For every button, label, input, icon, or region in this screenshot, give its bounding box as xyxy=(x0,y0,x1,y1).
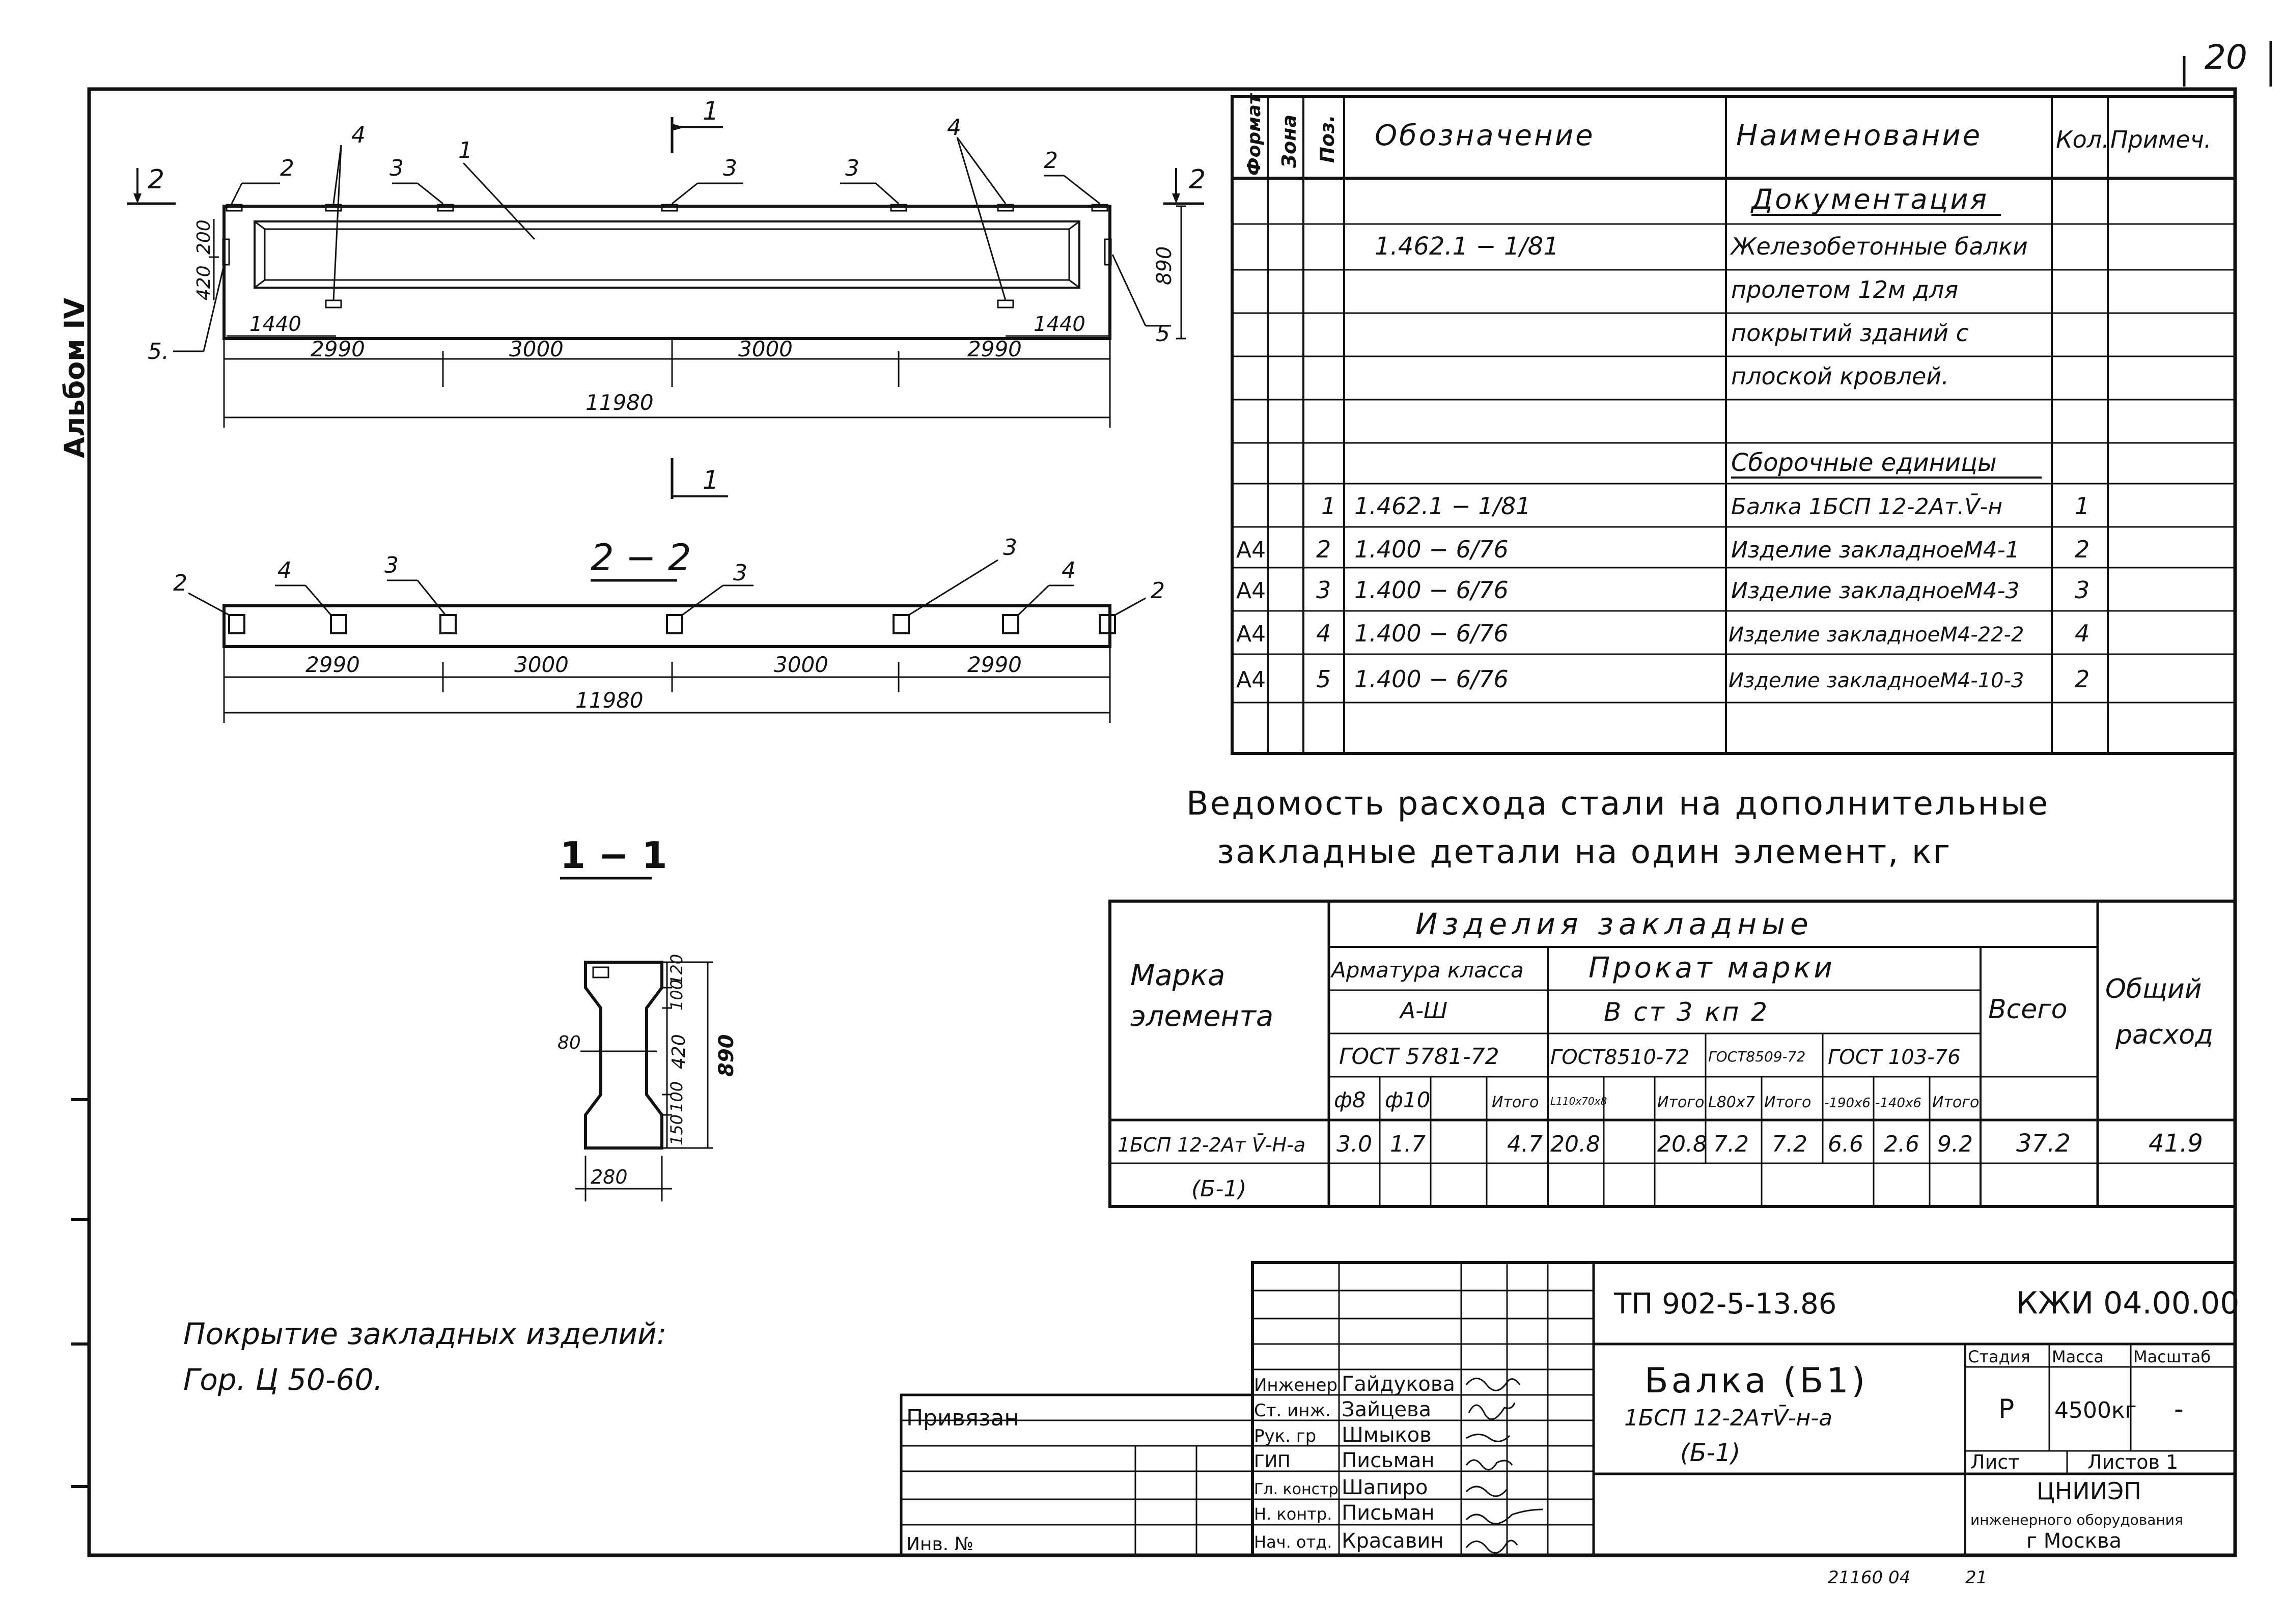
section-mark-top: 1 xyxy=(703,96,719,126)
tb-stage-header: Стадия xyxy=(1968,1347,2030,1366)
steel-h-raskhod: расход xyxy=(2115,1020,2214,1050)
tb-doc-code: ТП 902-5-13.86 xyxy=(1614,1287,1837,1321)
tb-stage: Р xyxy=(1998,1394,2015,1424)
tb-role: Рук. гр xyxy=(1254,1426,1317,1446)
s11-dim-100a: 100 xyxy=(667,979,686,1011)
tb-mass-header: Масса xyxy=(2052,1347,2104,1366)
steel-value: 4.7 xyxy=(1507,1131,1543,1157)
tb-sheet: Лист xyxy=(1970,1451,2020,1473)
spec-section-docs: Документация xyxy=(1751,183,1989,215)
steel-h-vst3: В ст 3 кп 2 xyxy=(1604,997,1770,1027)
section-mark-left: 2 xyxy=(148,164,165,195)
coating-note-line2: Гор. Ц 50-60. xyxy=(183,1362,383,1397)
dim-1440-right: 1440 xyxy=(1034,313,1085,336)
tb-name: Гайдукова xyxy=(1342,1373,1455,1396)
specification-table xyxy=(1232,93,2235,753)
tb-scale-header: Масштаб xyxy=(2133,1347,2211,1366)
s11-dim-280: 280 xyxy=(591,1166,628,1188)
spec-doc-name-3: покрытий зданий с xyxy=(1731,319,1969,347)
spec-row-designation: 1.462.1 − 1/81 xyxy=(1354,492,1531,520)
s22-pos-4-right: 4 xyxy=(1062,557,1076,583)
spec-h-designation: Обозначение xyxy=(1375,119,1595,152)
steel-vsego-value: 37.2 xyxy=(2016,1129,2071,1158)
s22-pos-3-a: 3 xyxy=(384,552,399,578)
steel-sub: Итого xyxy=(1657,1094,1705,1111)
tb-org-2: инженерного оборудования xyxy=(1970,1511,2183,1528)
spec-doc-name-4: плоской кровлей. xyxy=(1731,362,1949,390)
s22-dim-2: 3000 xyxy=(514,652,569,677)
footer-page: 21 xyxy=(1965,1567,1988,1588)
spec-h-pos: Поз. xyxy=(1316,115,1339,163)
spec-row-format: А4 xyxy=(1236,537,1266,563)
spec-row-pos: 5 xyxy=(1316,665,1331,693)
tb-name: Шапиро xyxy=(1342,1476,1428,1499)
spec-row-name: Изделие закладноеМ4-3 xyxy=(1731,578,2020,604)
spec-row-designation: 1.400 − 6/76 xyxy=(1354,536,1509,563)
dim-3000-a: 3000 xyxy=(509,337,564,361)
tb-org-3: г Москва xyxy=(2026,1529,2122,1553)
footer-code: 21160 04 xyxy=(1828,1567,1911,1588)
pos-1: 1 xyxy=(458,137,472,163)
tb-role: Инженер xyxy=(1254,1375,1337,1395)
spec-row-pos: 4 xyxy=(1316,620,1331,647)
spec-row xyxy=(1321,492,2089,520)
spec-row-designation: 1.400 − 6/76 xyxy=(1354,620,1509,647)
s11-dim-420: 420 xyxy=(668,1034,689,1069)
dim-200: 200 xyxy=(193,219,214,255)
spec-h-format: Формат xyxy=(1244,94,1265,176)
dim-2990-left: 2990 xyxy=(311,337,365,361)
title-block xyxy=(901,1263,2239,1555)
steel-h-marka: Марка xyxy=(1130,959,1225,992)
tb-role: Нач. отд. xyxy=(1254,1532,1332,1552)
section-mark-bottom: 1 xyxy=(703,465,719,495)
steel-sub: ф8 xyxy=(1334,1087,1366,1112)
spec-doc-name-2: пролетом 12м для xyxy=(1731,276,1959,303)
steel-sub: L110x70x8 xyxy=(1550,1095,1607,1107)
steel-value: 7.2 xyxy=(1772,1131,1807,1157)
tb-name: Письман xyxy=(1342,1501,1435,1525)
beam-elevation xyxy=(127,96,1206,499)
dim-total-elev: 11980 xyxy=(586,390,654,415)
steel-value: 9.2 xyxy=(1937,1131,1973,1157)
tb-role: Ст. инж. xyxy=(1254,1401,1331,1421)
spec-doc-name-1: Железобетонные балки xyxy=(1731,233,2028,260)
spec-row-pos: 3 xyxy=(1316,576,1331,604)
steel-h-izdelia: Изделия закладные xyxy=(1415,907,1814,941)
spec-h-note: Примеч. xyxy=(2110,126,2212,153)
s11-dim-890: 890 xyxy=(715,1034,738,1077)
spec-row-name: Балка 1БСП 12-2Ат.V̄-н xyxy=(1731,494,2003,520)
pos-4-right: 4 xyxy=(947,115,961,141)
tb-subtitle-2: (Б-1) xyxy=(1680,1439,1741,1467)
tb-org-1: ЦНИИЭП xyxy=(2037,1477,2141,1505)
steel-statement xyxy=(1110,785,2235,1207)
spec-row-designation: 1.400 − 6/76 xyxy=(1354,665,1509,693)
section-1-1 xyxy=(558,834,738,1201)
tb-scale: - xyxy=(2174,1394,2184,1424)
s22-pos-4-left: 4 xyxy=(277,557,292,583)
spec-row-name: Изделие закладноеМ4-1 xyxy=(1731,537,2020,563)
steel-value: 6.6 xyxy=(1828,1131,1863,1157)
steel-h-obshchiy: Общий xyxy=(2105,974,2202,1004)
pos-3-c: 3 xyxy=(845,155,859,181)
s22-dim-3: 3000 xyxy=(774,652,828,677)
spec-row-pos: 2 xyxy=(1316,536,1331,563)
steel-sub: L80x7 xyxy=(1708,1094,1755,1111)
spec-row xyxy=(1236,620,2089,647)
pos-4-left: 4 xyxy=(351,122,366,148)
signature-scribble xyxy=(1466,1509,1543,1524)
steel-h-vsego: Всего xyxy=(1988,994,2068,1025)
dim-1440-left: 1440 xyxy=(249,313,301,336)
pos-2-right: 2 xyxy=(1044,148,1058,174)
dim-2990-right: 2990 xyxy=(967,337,1022,361)
beam-outline xyxy=(224,206,1110,339)
album-label: Альбом IV xyxy=(59,297,91,458)
steel-value: 2.6 xyxy=(1884,1131,1919,1157)
tb-name: Зайцева xyxy=(1342,1398,1432,1421)
spec-row-qty: 3 xyxy=(2075,576,2090,604)
pos-5-right: 5 xyxy=(1156,321,1170,347)
spec-section-assy: Сборочные единицы xyxy=(1731,449,1997,477)
spec-doc-designation: 1.462.1 − 1/81 xyxy=(1375,232,1559,261)
section-2-2-title: 2 − 2 xyxy=(591,536,691,579)
steel-h-gost2: ГОСТ8509-72 xyxy=(1708,1048,1806,1065)
signature-scribble xyxy=(1466,1379,1520,1391)
pos-5-left: 5. xyxy=(148,339,169,365)
steel-value: 20.8 xyxy=(1657,1131,1707,1157)
dim-3000-b: 3000 xyxy=(738,337,793,361)
steel-title-2: закладные детали на один элемент, кг xyxy=(1217,833,1952,871)
page-number: 20 xyxy=(2205,38,2247,77)
spec-row xyxy=(1236,576,2089,604)
tb-role: Гл. констр xyxy=(1254,1480,1339,1498)
spec-row-format: А4 xyxy=(1236,667,1266,693)
beam-web-outer xyxy=(255,221,1079,288)
spec-h-name: Наименование xyxy=(1736,119,1983,152)
steel-h-aiii: А-Ш xyxy=(1400,998,1448,1024)
steel-h-gost-arm: ГОСТ 5781-72 xyxy=(1339,1044,1499,1070)
steel-row-mark-2: (Б-1) xyxy=(1191,1176,1247,1202)
steel-sub: -190x6 xyxy=(1824,1096,1871,1111)
tb-role: Н. контр. xyxy=(1254,1504,1332,1524)
s22-pos-2-left: 2 xyxy=(173,570,187,596)
spec-row xyxy=(1236,665,2089,693)
tb-subtitle: 1БСП 12-2АтV̄-н-а xyxy=(1624,1405,1833,1431)
pos-2-left: 2 xyxy=(280,155,294,181)
s22-dim-1: 2990 xyxy=(305,652,360,677)
steel-value: 1.7 xyxy=(1390,1131,1426,1157)
spec-row-designation: 1.400 − 6/76 xyxy=(1354,576,1509,604)
s11-dim-100b: 100 xyxy=(667,1081,686,1112)
dim-890-elev: 890 xyxy=(1153,246,1176,285)
signature-scribble xyxy=(1466,1460,1512,1470)
spec-row-qty: 2 xyxy=(2075,665,2090,693)
steel-h-elementa: элемента xyxy=(1130,1000,1274,1033)
steel-value: 20.8 xyxy=(1550,1131,1600,1157)
steel-sub: -140x6 xyxy=(1875,1096,1921,1111)
tb-name: Письман xyxy=(1342,1449,1435,1472)
steel-row-mark: 1БСП 12-2Ат V̄-Н-а xyxy=(1118,1134,1306,1156)
pos-3-a: 3 xyxy=(389,155,404,181)
spec-row-pos: 1 xyxy=(1321,492,1336,520)
steel-value: 3.0 xyxy=(1336,1131,1372,1157)
spec-h-qty: Кол. xyxy=(2056,126,2109,153)
s22-pos-3-b: 3 xyxy=(733,560,747,586)
s22-pos-3-c: 3 xyxy=(1003,535,1017,561)
steel-sub: Итого xyxy=(1492,1094,1539,1111)
spec-row-format: А4 xyxy=(1236,621,1266,647)
s22-pos-2-right: 2 xyxy=(1151,578,1165,604)
signature-scribble xyxy=(1466,1487,1507,1496)
coating-note-line1: Покрытие закладных изделий: xyxy=(183,1317,667,1351)
s11-dim-80: 80 xyxy=(558,1032,581,1053)
cross-section-outline xyxy=(586,962,662,1148)
spec-row-qty: 1 xyxy=(2075,492,2090,520)
s22-dim-4: 2990 xyxy=(967,652,1022,677)
spec-h-zone: Зона xyxy=(1278,114,1300,168)
section-2-2 xyxy=(173,535,1165,723)
tb-inv: Инв. № xyxy=(906,1534,974,1555)
steel-h-gost3: ГОСТ 103-76 xyxy=(1828,1046,1961,1069)
section-1-1-title: 1 − 1 xyxy=(560,834,667,877)
spec-row-name: Изделие закладноеМ4-22-2 xyxy=(1729,623,2024,647)
steel-sub: ф10 xyxy=(1385,1087,1431,1112)
tb-title: Балка (Б1) xyxy=(1645,1361,1869,1401)
spec-row-name: Изделие закладноеМ4-10-3 xyxy=(1729,669,2024,692)
steel-h-gost1: ГОСТ8510-72 xyxy=(1550,1046,1690,1069)
spec-row xyxy=(1236,536,2089,563)
pos-3-b: 3 xyxy=(723,155,737,181)
steel-h-prokat: Прокат марки xyxy=(1589,951,1835,985)
tb-sheets: Листов 1 xyxy=(2087,1451,2179,1473)
beam-web-inner xyxy=(265,229,1069,280)
signature-scribble xyxy=(1466,1541,1517,1553)
steel-value: 7.2 xyxy=(1713,1131,1749,1157)
spec-row-qty: 4 xyxy=(2075,620,2090,647)
tb-drawing-code: КЖИ 04.00.00 xyxy=(2016,1285,2240,1321)
signature-scribble xyxy=(1466,1435,1510,1442)
s22-dim-total: 11980 xyxy=(575,688,644,713)
tb-role: ГИП xyxy=(1254,1451,1291,1472)
steel-total-value: 41.9 xyxy=(2149,1129,2203,1158)
tb-mass: 4500кг xyxy=(2054,1397,2137,1423)
tb-name: Шмыков xyxy=(1342,1423,1432,1447)
dim-420: 420 xyxy=(193,265,214,300)
tb-privyazan: Привязан xyxy=(906,1405,1019,1431)
steel-sub: Итого xyxy=(1932,1094,1980,1111)
spec-row-qty: 2 xyxy=(2075,536,2090,563)
s11-dim-120: 120 xyxy=(667,954,686,985)
s11-dim-150: 150 xyxy=(667,1114,686,1145)
tb-name: Красавин xyxy=(1342,1529,1444,1553)
section-mark-right: 2 xyxy=(1189,164,1206,195)
spec-row-format: А4 xyxy=(1236,578,1266,604)
steel-h-armatura: Арматура класса xyxy=(1331,958,1524,983)
steel-title-1: Ведомость расхода стали на дополнительные xyxy=(1186,785,2050,823)
steel-sub: Итого xyxy=(1764,1094,1812,1111)
